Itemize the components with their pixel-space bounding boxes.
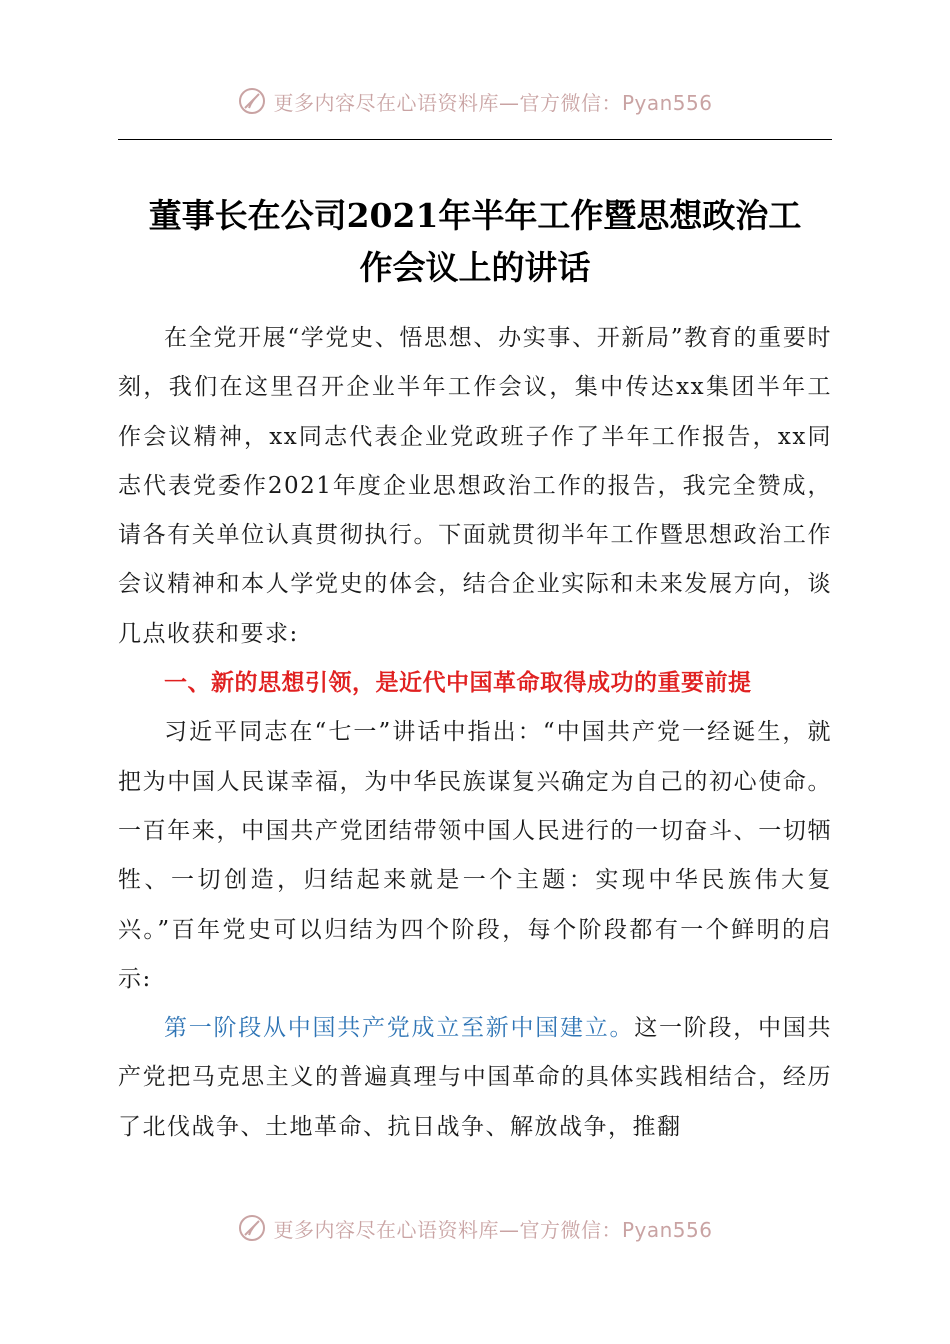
page-title (118, 190, 832, 294)
header-divider (118, 139, 832, 140)
header-watermark (0, 86, 950, 116)
watermark-text: 更多内容尽在心语资料库—官方微信：Pyan556 (273, 90, 713, 115)
quill-logo-icon (237, 86, 267, 116)
quill-logo-icon (237, 1213, 267, 1243)
stage-one-text: 这一阶段，中国共产党把马克思主义的普遍真理与中国革命的具体实践相结合，经历了北伐战争、土地革命、抗日战争、解放战争，推翻 (118, 1015, 832, 1140)
stage-one-highlight: 第一阶段从中国共产党成立至新中国建立。 (164, 1015, 635, 1042)
watermark-text: 更多内容尽在心语资料库—官方微信：Pyan556 (273, 1217, 713, 1242)
section-heading-1: 一、新的思想引领，是近代中国革命取得成功的重要前提 (164, 670, 752, 697)
title-line-2: 作会议上的讲话 (359, 248, 591, 287)
title-line-1: 董事长在公司2021年半年工作暨思想政治工 (148, 196, 802, 235)
paragraph-stage-one (118, 1004, 832, 1152)
footer-watermark (0, 1213, 950, 1243)
document-body (118, 314, 832, 1152)
paragraph-intro: 在全党开展“学党史、悟思想、办实事、开新局”教育的重要时刻，我们在这里召开企业半年工作会议，集中传达xx集团半年工作会议精神，xx同志代表企业党政班子作了半年工作报告，xx同志代表党委作2021年度企业思想政治工作的报告，我完全赞成，请各有关单位认真贯彻执行。下面就贯彻半年工作暨思想政治工作会议精神和本人学党史的体会，结合企业实际和未来发展方向，谈几点收获和要求: (118, 325, 832, 647)
paragraph-quote: 习近平同志在“七一”讲话中指出：“中国共产党一经诞生，就把为中国人民谋幸福，为中华民族谋复兴确定为自己的初心使命。一百年来，中国共产党团结带领中国人民进行的一切奋斗、一切牺牲、一切创造，归结起来就是一个主题：实现中华民族伟大复兴。”百年党史可以归结为四个阶段，每个阶段都有一个鲜明的启示: (118, 719, 832, 992)
